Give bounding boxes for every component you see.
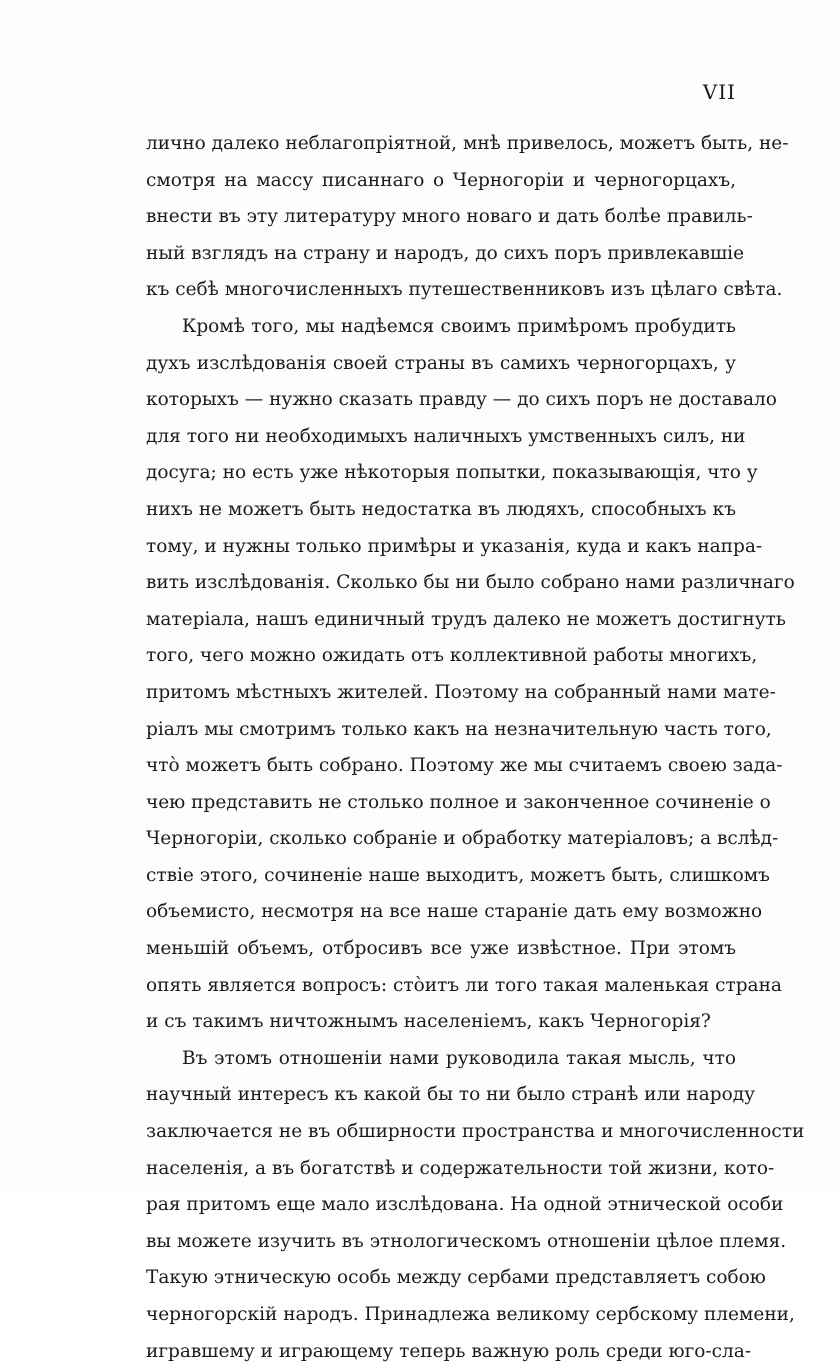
- text-line: Черногоріи, сколько собраніе и обработку матеріаловъ; а вслѣд-: [146, 828, 779, 850]
- text-line: Въ этомъ отношеніи нами руководила такая мысль, что: [182, 1047, 736, 1069]
- text-line: вить изслѣдованія. Сколько бы ни было собрано нами различнаго: [146, 572, 795, 594]
- paragraph-2: [146, 309, 795, 1041]
- text-line: и съ такимъ ничтожнымъ населеніемъ, какъ Черногорія?: [146, 1011, 711, 1033]
- text-line: досуга; но есть уже нѣкоторыя попытки, показывающія, что у: [146, 462, 758, 484]
- text-line: опять является вопросъ: сто̀итъ ли того такая маленькая страна: [146, 974, 782, 996]
- paragraph-1: [146, 126, 789, 309]
- text-line: смотря на массу писаннаго о Черногоріи и черногорцахъ,: [146, 169, 736, 191]
- text-line: меньшій объемъ, отбросивъ все уже извѣстное. При этомъ: [146, 938, 736, 960]
- paragraph-3: [146, 1041, 805, 1370]
- text-line: тому, и нужны только примѣры и указанія, куда и какъ напра-: [146, 535, 763, 557]
- text-line: для того ни необходимыхъ наличныхъ умственныхъ силъ, ни: [146, 425, 746, 447]
- text-line: что̀ можетъ быть собрано. Поэтому же мы считаемъ своею зада-: [146, 755, 783, 777]
- text-line: ріалъ мы смотримъ только какъ на незначительную часть того,: [146, 718, 772, 740]
- text-line: того, чего можно ожидать отъ коллективной работы многихъ,: [146, 645, 758, 667]
- text-line: которыхъ — нужно сказать правду — до сихъ поръ не доставало: [146, 389, 777, 411]
- text-line: Кромѣ того, мы надѣемся своимъ примѣромъ пробудить: [182, 315, 736, 337]
- text-line: населенія, а въ богатствѣ и содержательности той жизни, кото-: [146, 1157, 775, 1179]
- text-line: игравшему и играющему теперь важную роль среди юго-сла-: [146, 1340, 752, 1362]
- text-line: научный интересъ къ какой бы то ни было странѣ или народу: [146, 1084, 756, 1106]
- text-line: объемисто, несмотря на все наше стараніе дать ему возможно: [146, 901, 763, 923]
- text-line: черногорскій народъ. Принадлежа великому сербскому племени,: [146, 1304, 795, 1325]
- text-line: вы можете изучить въ этнологическомъ отношеніи цѣлое племя.: [146, 1230, 787, 1252]
- text-line: нихъ не можетъ быть недостатка въ людяхъ, способныхъ къ: [146, 498, 736, 520]
- text-line: къ себѣ многочисленныхъ путешественниковъ изъ цѣлаго свѣта.: [146, 279, 783, 301]
- text-line: ствіе этого, сочиненіе наше выходитъ, можетъ быть, слишкомъ: [146, 864, 770, 886]
- text-line: лично далеко неблагопріятной, мнѣ привелось, можетъ быть, не-: [146, 133, 789, 154]
- text-line: ный взглядъ на страну и народъ, до сихъ поръ привлекавшіе: [146, 242, 745, 264]
- text-line: духъ изслѣдованія своей страны въ самихъ черногорцахъ, у: [146, 352, 736, 374]
- text-line: притомъ мѣстныхъ жителей. Поэтому на собранный нами мате-: [146, 681, 776, 703]
- text-line: внести въ эту литературу много новаго и дать болѣе правиль-: [146, 206, 753, 228]
- text-line: Такую этническую особь между сербами представляетъ собою: [146, 1267, 766, 1289]
- page-number: VII: [702, 80, 736, 104]
- body-text: [146, 126, 805, 1370]
- text-line: матеріала, нашъ единичный трудъ далеко не можетъ достигнуть: [146, 608, 786, 630]
- text-line: рая притомъ еще мало изслѣдована. На одной этнической особи: [146, 1194, 784, 1216]
- text-line: чею представить не столько полное и законченное сочиненіе о: [146, 791, 771, 813]
- text-line: заключается не въ обширности пространства и многочисленности: [146, 1121, 805, 1143]
